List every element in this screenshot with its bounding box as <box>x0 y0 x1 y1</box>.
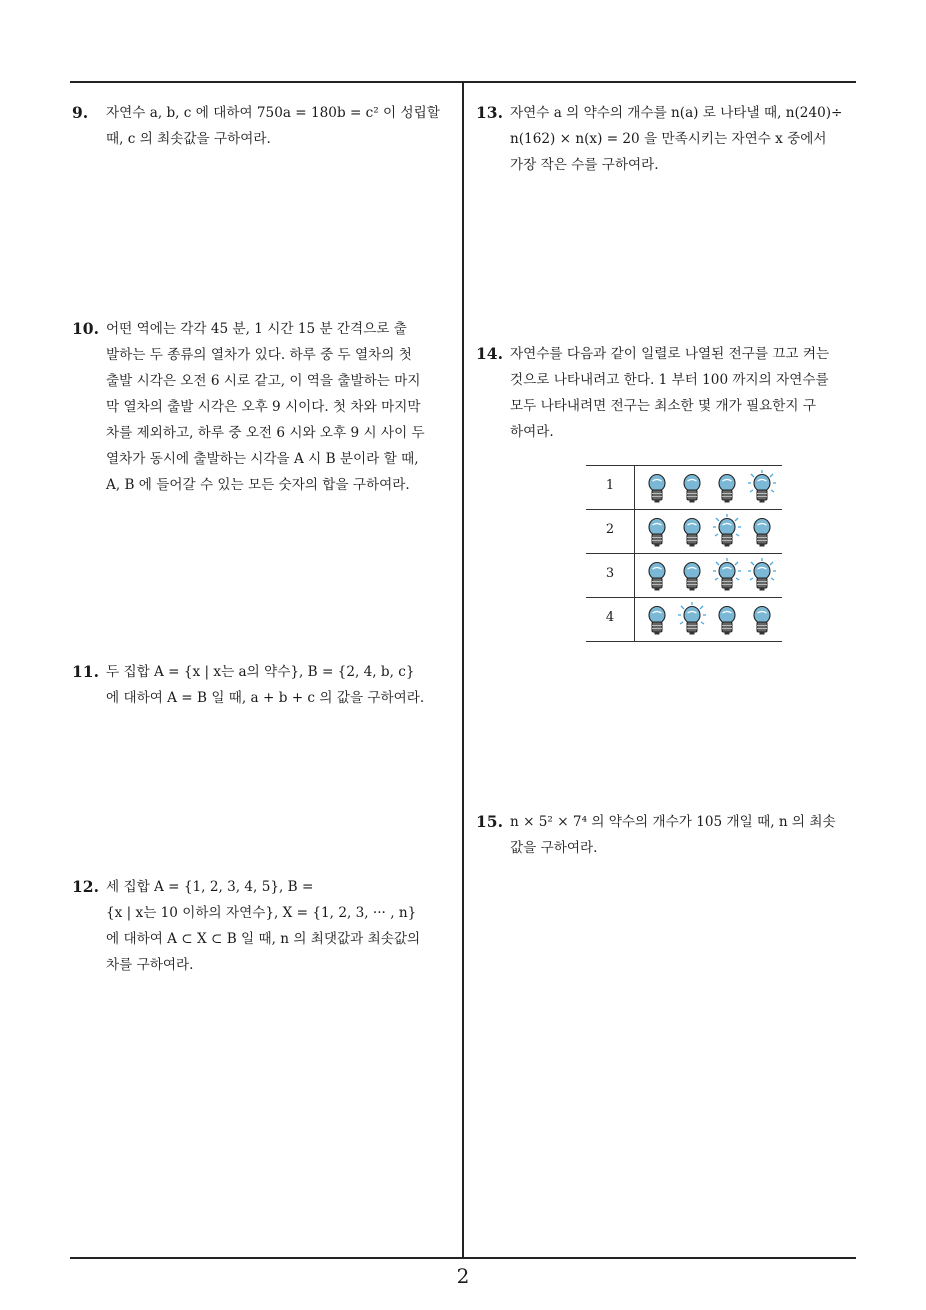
bulb-on-icon <box>712 557 742 593</box>
bulb-off-icon <box>642 557 672 593</box>
problem-line: 에 대하여 A = B 일 때, a + b + c 의 값을 구하여라. <box>106 690 425 706</box>
problem-13 <box>476 100 860 178</box>
problem-number: 14. <box>476 344 503 363</box>
row-label: 2 <box>605 522 615 537</box>
problem-line: 값을 구하여라. <box>510 840 598 856</box>
bulb-off-icon <box>677 513 707 549</box>
problem-text <box>72 659 460 711</box>
problem-line: 세 집합 A = {1, 2, 3, 4, 5}, B = <box>106 879 314 895</box>
problem-line: 두 집합 A = {x | x는 a의 약수}, B = {2, 4, b, c} <box>106 664 415 680</box>
problem-number: 11. <box>72 662 99 681</box>
bulb-on-icon <box>747 557 777 593</box>
page-number: 2 <box>456 1264 470 1288</box>
row-label: 4 <box>605 610 615 625</box>
problem-9 <box>72 100 460 152</box>
bulb-off-icon <box>642 601 672 637</box>
problem-line: 자연수 a 의 약수의 개수를 n(a) 로 나타낼 때, n(240)÷ <box>510 105 843 121</box>
problem-line: A, B 에 들어갈 수 있는 모든 숫자의 합을 구하여라. <box>106 477 410 493</box>
problem-line: 차를 구하여라. <box>106 957 194 973</box>
bulb-off-icon <box>642 513 672 549</box>
problem-text <box>476 809 860 861</box>
problem-text <box>72 316 460 498</box>
bulb-on-icon <box>712 513 742 549</box>
bulb-off-icon <box>747 513 777 549</box>
problem-number: 13. <box>476 103 503 122</box>
problem-10 <box>72 316 460 498</box>
problem-15 <box>476 809 860 861</box>
problem-line: n × 5² × 7⁴ 의 약수의 개수가 105 개일 때, n 의 최솟 <box>510 814 836 830</box>
problem-text <box>476 100 860 178</box>
bulb-off-icon <box>712 469 742 505</box>
column-divider <box>462 82 464 1258</box>
problem-line: 출발 시각은 오전 6 시로 같고, 이 역을 출발하는 마지 <box>106 373 421 389</box>
problem-number: 12. <box>72 877 99 896</box>
problem-line: 때, c 의 최솟값을 구하여라. <box>106 131 271 147</box>
problem-line: 것으로 나타내려고 한다. 1 부터 100 까지의 자연수를 <box>510 372 829 388</box>
problem-line: 자연수 a, b, c 에 대하여 750a = 180b = c² 이 성립할 <box>106 105 440 121</box>
problem-line: 모두 나타내려면 전구는 최소한 몇 개가 필요한지 구 <box>510 398 817 414</box>
problem-14 <box>476 341 860 445</box>
problem-line: 막 열차의 출발 시각은 오후 9 시이다. 첫 차와 마지막 <box>106 399 421 415</box>
problem-line: 가장 작은 수를 구하여라. <box>510 157 659 173</box>
problem-line: 열차가 동시에 출발하는 시각을 A 시 B 분이라 할 때, <box>106 451 419 467</box>
bulb-row <box>586 465 782 509</box>
problem-line: 발하는 두 종류의 열차가 있다. 하루 중 두 열차의 첫 <box>106 347 412 363</box>
bottom-rule <box>70 1257 856 1259</box>
row-label: 1 <box>605 478 615 493</box>
problem-text <box>72 100 460 152</box>
problem-line: 차를 제외하고, 하루 중 오전 6 시와 오후 9 시 사이 두 <box>106 425 425 441</box>
bulb-row <box>586 597 782 641</box>
problem-text <box>72 874 460 978</box>
problem-line: 어떤 역에는 각각 45 분, 1 시간 15 분 간격으로 출 <box>106 321 407 337</box>
problem-12 <box>72 874 460 978</box>
problem-number: 15. <box>476 812 503 831</box>
bulb-off-icon <box>642 469 672 505</box>
bulb-row <box>586 509 782 553</box>
problem-line: 에 대하여 A ⊂ X ⊂ B 일 때, n 의 최댓값과 최솟값의 <box>106 931 421 947</box>
bulb-table <box>586 465 782 641</box>
problem-line: {x | x는 10 이하의 자연수}, X = {1, 2, 3, ··· , n} <box>106 905 417 921</box>
problem-line: n(162) × n(x) = 20 을 만족시키는 자연수 x 중에서 <box>510 131 827 147</box>
problem-number: 10. <box>72 319 99 338</box>
problem-11 <box>72 659 460 711</box>
bulb-off-icon <box>747 601 777 637</box>
bulb-off-icon <box>677 557 707 593</box>
problem-number: 9. <box>72 103 89 122</box>
problem-text <box>476 341 860 445</box>
bulb-off-icon <box>712 601 742 637</box>
row-label: 3 <box>605 566 615 581</box>
problem-line: 하여라. <box>510 424 554 440</box>
problem-line: 자연수를 다음과 같이 일렬로 나열된 전구를 끄고 켜는 <box>510 346 830 362</box>
bulb-on-icon <box>747 469 777 505</box>
table-horizontal-rule <box>586 641 782 642</box>
bulb-on-icon <box>677 601 707 637</box>
bulb-row <box>586 553 782 597</box>
bulb-off-icon <box>677 469 707 505</box>
